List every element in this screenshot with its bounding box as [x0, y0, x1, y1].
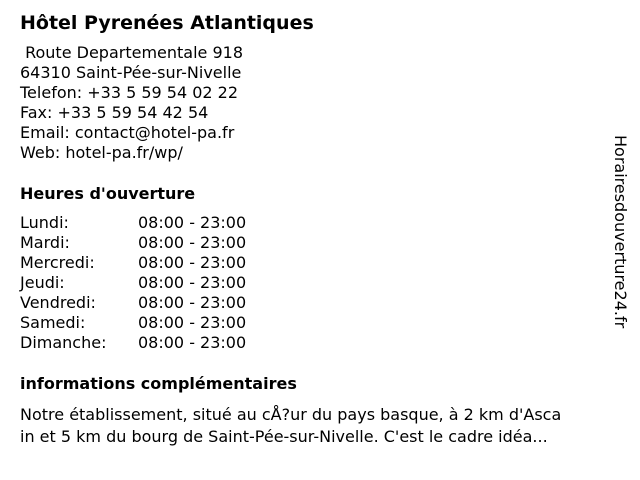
- hours-row: [20, 253, 246, 273]
- phone-line: Telefon: +33 5 59 54 02 22: [20, 83, 239, 102]
- description-text: Notre établissement, situé au cÅ?ur du pays basque, à 2 km d'Asca in et 5 km du bourg de Saint-Pée-sur-Nivelle. C'est le cadre idéa...: [20, 405, 562, 446]
- hours-time: 08:00 - 23:00: [138, 253, 247, 272]
- address-city: 64310 Saint-Pée-sur-Nivelle: [20, 63, 242, 82]
- info-heading: informations complémentaires: [20, 374, 297, 393]
- hours-day: Dimanche:: [20, 333, 107, 352]
- hours-time: 08:00 - 23:00: [138, 213, 247, 232]
- hours-row: [20, 293, 246, 313]
- hours-day: Jeudi:: [20, 273, 65, 292]
- hours-time: 08:00 - 23:00: [138, 273, 247, 292]
- hours-row: [20, 313, 246, 333]
- site-brand: Horairesdouverture24.fr: [611, 135, 630, 329]
- hours-day: Mardi:: [20, 233, 70, 252]
- hours-time: 08:00 - 23:00: [138, 333, 247, 352]
- hours-day: Lundi:: [20, 213, 69, 232]
- hours-row: [20, 213, 246, 233]
- hours-day: Mercredi:: [20, 253, 95, 272]
- hours-day: Vendredi:: [20, 293, 96, 312]
- hours-time: 08:00 - 23:00: [138, 293, 247, 312]
- hours-time: 08:00 - 23:00: [138, 233, 247, 252]
- hours-heading: Heures d'ouverture: [20, 184, 196, 203]
- address-street: Route Departementale 918: [20, 43, 243, 62]
- address-block: [20, 43, 243, 163]
- hours-day: Samedi:: [20, 313, 86, 332]
- fax-line: Fax: +33 5 59 54 42 54: [20, 103, 209, 122]
- hours-table: [20, 213, 246, 353]
- hotel-name: Hôtel Pyrenées Atlantiques: [20, 12, 314, 34]
- hours-row: [20, 273, 246, 293]
- hours-time: 08:00 - 23:00: [138, 313, 247, 332]
- web-line: Web: hotel-pa.fr/wp/: [20, 143, 183, 162]
- email-line: Email: contact@hotel-pa.fr: [20, 123, 235, 142]
- hours-row: [20, 333, 246, 353]
- hours-row: [20, 233, 246, 253]
